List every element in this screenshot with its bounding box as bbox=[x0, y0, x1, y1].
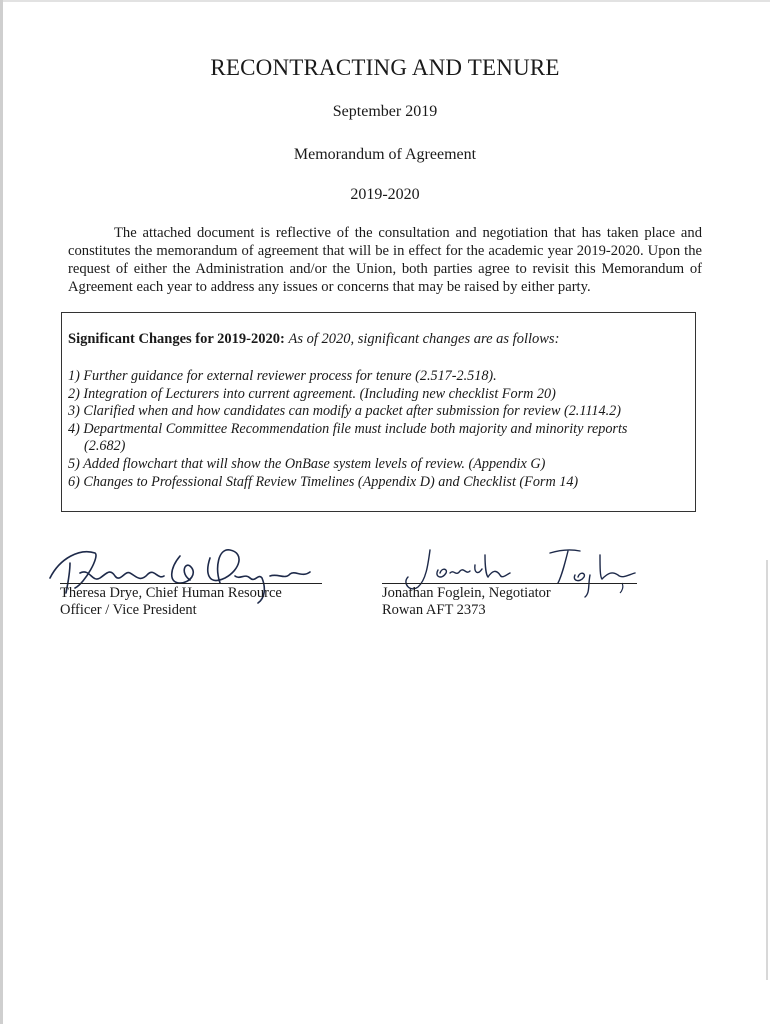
list-item: 3) Clarified when and how candidates can modify a packet after submission for review (2.1114.2) bbox=[68, 403, 621, 420]
signatory-right-name-title: Jonathan Foglein, Negotiator bbox=[382, 585, 551, 601]
list-item: 5) Added flowchart that will show the OnBase system levels of review. (Appendix G) bbox=[68, 455, 546, 472]
signatory-left-role: Officer / Vice President bbox=[60, 602, 197, 618]
list-item: 1) Further guidance for external reviewer process for tenure (2.517-2.518). bbox=[68, 368, 497, 384]
changes-heading bbox=[68, 331, 559, 348]
intro-paragraph: The attached document is reflective of the consultation and negotiation that has taken place and constitutes the memorandum of agreement that will be in effect for the academic year 2019-2020. Upon the request of either the Administration and/or the Union, both parties agree to revisit this Memorandum of Agreement each year to address any issues or concerns that may be raised by either party. bbox=[68, 225, 702, 295]
significant-changes-box bbox=[61, 312, 696, 512]
list-item-continuation: (2.682) bbox=[84, 438, 126, 455]
list-item: 6) Changes to Professional Staff Review Timelines (Appendix D) and Checklist (Form 14) bbox=[68, 473, 579, 490]
changes-list bbox=[68, 368, 688, 491]
list-item: 4) Departmental Committee Recommendation file must include both majority and minority reports bbox=[68, 420, 628, 437]
signatory-left-name-title: Theresa Drye, Chief Human Resource bbox=[60, 585, 282, 601]
scan-edge-top bbox=[0, 0, 770, 2]
scan-edge-right bbox=[766, 560, 768, 980]
signatory-right-org: Rowan AFT 2373 bbox=[382, 602, 486, 618]
signature-line-left bbox=[60, 583, 322, 584]
document-date: September 2019 bbox=[332, 103, 438, 120]
document-title: RECONTRACTING AND TENURE bbox=[210, 55, 560, 80]
signatory-left bbox=[60, 585, 330, 619]
changes-heading-bold: Significant Changes for 2019-2020: bbox=[68, 331, 285, 347]
changes-heading-italic: As of 2020, significant changes are as follows: bbox=[288, 331, 560, 347]
document-type: Memorandum of Agreement bbox=[293, 146, 477, 163]
signature-line-right bbox=[382, 583, 637, 584]
signatory-right bbox=[382, 585, 642, 619]
document-years: 2019-2020 bbox=[350, 186, 420, 203]
list-item: 2) Integration of Lecturers into current agreement. (Including new checklist Form 20) bbox=[68, 385, 556, 402]
